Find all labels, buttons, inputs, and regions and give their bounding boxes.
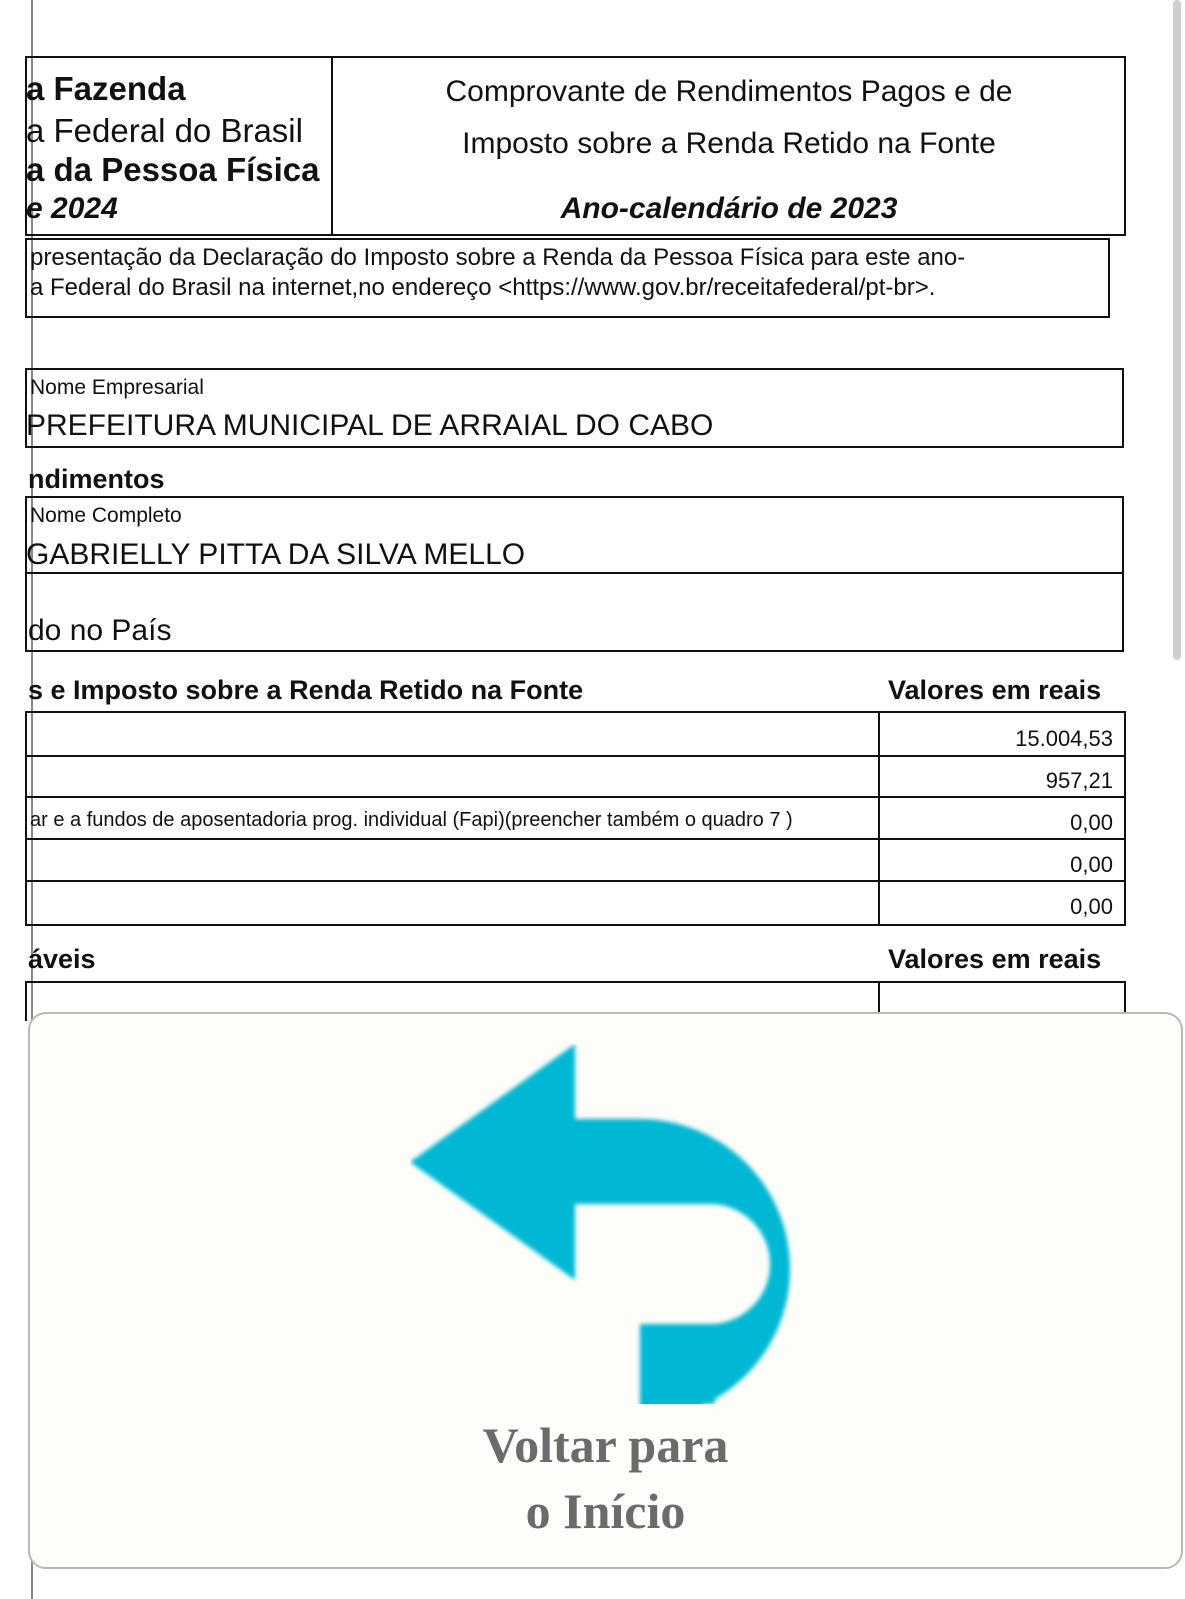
header-left-line4: e 2024 — [26, 192, 118, 225]
notice-line2: a Federal do Brasil na internet,no endereço <https://www.gov.br/receitafederal/pt-br>. — [30, 274, 936, 301]
source-label: Nome Empresarial — [30, 376, 204, 399]
notice-line1: presentação da Declaração do Imposto sobre a Renda da Pessoa Física para este ano- — [30, 244, 966, 271]
header-left-line2: a Federal do Brasil — [26, 112, 303, 149]
header-left-line3: a da Pessoa Física — [26, 151, 320, 188]
scrollbar[interactable] — [1173, 0, 1181, 660]
back-to-start-label-line1: Voltar para — [482, 1417, 729, 1473]
income-row-line3 — [25, 838, 1126, 840]
header-title-line2: Imposto sobre a Renda Retido na Fonte — [462, 127, 996, 160]
beneficiary-divider — [25, 572, 1124, 574]
beneficiary-row2-text: do no País — [28, 614, 172, 647]
beneficiary-label: Nome Completo — [30, 504, 182, 527]
beneficiary-box — [25, 496, 1124, 652]
source-value: PREFEITURA MUNICIPAL DE ARRAIAL DO CABO — [26, 409, 714, 442]
header-divider — [331, 56, 333, 236]
income-row-line2 — [25, 796, 1126, 798]
income-row-value: 957,21 — [1045, 768, 1113, 793]
back-to-start-label-line2: o Início — [525, 1483, 686, 1539]
return-arrow-icon — [410, 1044, 830, 1404]
exempt-section-title: áveis — [28, 944, 96, 974]
beneficiary-section-title: ndimentos — [28, 464, 165, 494]
exempt-values-header: Valores em reais — [888, 944, 1102, 974]
back-to-start-panel[interactable] — [28, 1012, 1183, 1569]
income-row-value: 0,00 — [1070, 810, 1113, 835]
income-row-value: 0,00 — [1070, 852, 1113, 877]
income-section-title: s e Imposto sobre a Renda Retido na Fonte — [28, 675, 584, 705]
income-values-header: Valores em reais — [888, 675, 1102, 705]
income-row-value: 15.004,53 — [1015, 726, 1113, 751]
header-left-line1: a Fazenda — [26, 70, 186, 107]
income-row-desc: ar e a fundos de aposentadoria prog. individual (Fapi)(preencher também o quadro 7 ) — [30, 809, 793, 831]
back-to-start-label[interactable] — [30, 1412, 1181, 1544]
income-row-line1 — [25, 755, 1126, 757]
income-row-value: 0,00 — [1070, 894, 1113, 919]
header-year: Ano-calendário de 2023 — [560, 192, 898, 225]
income-row-line4 — [25, 880, 1126, 882]
beneficiary-value: GABRIELLY PITTA DA SILVA MELLO — [26, 538, 526, 571]
header-title-line1: Comprovante de Rendimentos Pagos e de — [445, 75, 1013, 108]
